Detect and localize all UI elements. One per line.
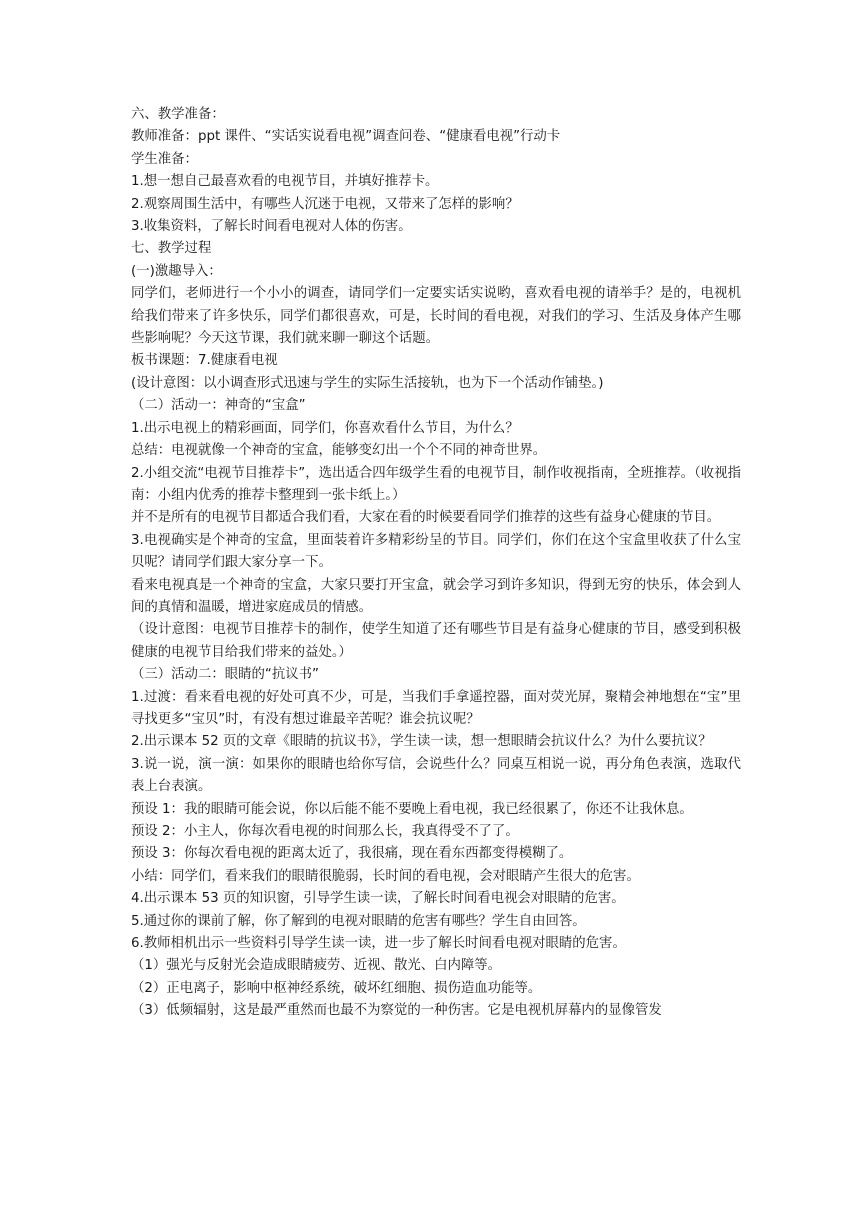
list-item: （3）低频辐射，这是最严重然而也最不为察觉的一种伤害。它是电视机屏幕内的显像管发 — [131, 1003, 662, 1019]
section-heading-preparation: 六、教学准备： — [131, 107, 225, 122]
paragraph: 5.通过你的课前了解，你了解到的电视对眼睛的危害有哪些？学生自由回答。 — [131, 913, 586, 929]
paragraph: 并不是所有的电视节目都适合我们看，大家在看的时候要看同学们推荐的这些有益身心健康的节目。 — [131, 510, 721, 526]
subsection-heading: (一)激趣导入： — [131, 263, 222, 279]
list-item: （1）强光与反射光会造成眼睛疲劳、近视、散光、白内障等。 — [131, 958, 502, 974]
paragraph: 2.观察周围生活中，有哪些人沉迷于电视，又带来了怎样的影响？ — [131, 196, 519, 212]
paragraph: 板书课题：7.健康看电视 — [131, 353, 278, 369]
paragraph: 预设 1：我的眼睛可能会说，你以后能不能不要晚上看电视，我已经很累了，你还不让我休息。 — [131, 801, 693, 817]
paragraph: 6.教师相机出示一些资料引导学生读一读，进一步了解长时间看电视对眼睛的危害。 — [131, 936, 626, 952]
subsection-heading: （二）活动一：神奇的“宝盒” — [131, 398, 306, 414]
paragraph: 3.电视确实是个神奇的宝盒，里面装着许多精彩纷呈的节目。同学们，你们在这个宝盒里收获了什么宝贝呢？请同学们跟大家分享一下。 — [131, 532, 741, 571]
subsection-heading: （三）活动二：眼睛的“抗议书” — [131, 667, 319, 683]
paragraph: 小结：同学们，看来我们的眼睛很脆弱，长时间的看电视，会对眼睛产生很大的危害。 — [131, 868, 640, 884]
paragraph: 3.说一说，演一演：如果你的眼睛也给你写信，会说些什么？同桌互相说一说，再分角色表演，选取代表上台表演。 — [131, 756, 741, 795]
paragraph: (设计意图：以小调查形式迅速与学生的实际生活接轨，也为下一个活动作铺垫。) — [131, 375, 604, 391]
paragraph: 预设 2：小主人，你每次看电视的时间那么长，我真得受不了了。 — [131, 824, 519, 839]
paragraph: （设计意图：电视节目推荐卡的制作，使学生知道了还有哪些节目是有益身心健康的节目，感受到积极健康的电视节目给我们带来的益处。） — [131, 622, 741, 660]
document-body — [131, 104, 741, 1023]
paragraph: 预设 3：你每次看电视的距离太近了，我很痛，现在看东西都变得模糊了。 — [131, 846, 573, 862]
paragraph: 教师准备：ppt 课件、“实话实说看电视”调查问卷、“健康看电视”行动卡 — [131, 129, 561, 145]
paragraph: 同学们，老师进行一个小小的调查，请同学们一定要实话实说哟，喜欢看电视的请举手？是的，电视机给我们带来了许多快乐，同学们都很喜欢，可是，长时间的看电视，对我们的学习、生活及身体产生哪些影响呢？今天这节课，我们就来聊一聊这个话题。 — [131, 286, 741, 347]
paragraph: 1.出示电视上的精彩画面，同学们，你喜欢看什么节目，为什么？ — [131, 420, 519, 436]
paragraph: 4.出示课本 53 页的知识窗，引导学生读一读，了解长时间看电视会对眼睛的危害。 — [131, 891, 625, 907]
paragraph: 1.想一想自己最喜欢看的电视节目，并填好推荐卡。 — [131, 174, 439, 190]
paragraph: 学生准备： — [131, 151, 198, 167]
paragraph: 2.出示课本 52 页的文章《眼睛的抗议书》，学生读一读，想一想眼睛会抗议什么？为什么要抗议？ — [131, 734, 712, 750]
paragraph: 2.小组交流“电视节目推荐卡”，选出适合四年级学生看的电视节目，制作收视指南，全班推荐。（收视指南：小组内优秀的推荐卡整理到一张卡纸上。） — [131, 465, 741, 503]
paragraph: 总结：电视就像一个神奇的宝盒，能够变幻出一个个不同的神奇世界。 — [131, 443, 547, 459]
paragraph: 3.收集资料，了解长时间看电视对人体的伤害。 — [131, 219, 412, 235]
paragraph: 看来电视真是一个神奇的宝盒，大家只要打开宝盒，就会学习到许多知识，得到无穷的快乐，体会到人间的真情和温暖，增进家庭成员的情感。 — [131, 577, 741, 615]
list-item: （2）正电离子，影响中枢神经系统，破坏红细胞、损伤造血功能等。 — [131, 980, 542, 996]
section-heading-process: 七、教学过程 — [131, 241, 212, 257]
paragraph: 1.过渡：看来看电视的好处可真不少，可是，当我们手拿遥控器，面对荧光屏，聚精会神地想在“宝”里寻找更多“宝贝”时，有没有想过谁最辛苦呢？谁会抗议呢？ — [131, 689, 741, 727]
